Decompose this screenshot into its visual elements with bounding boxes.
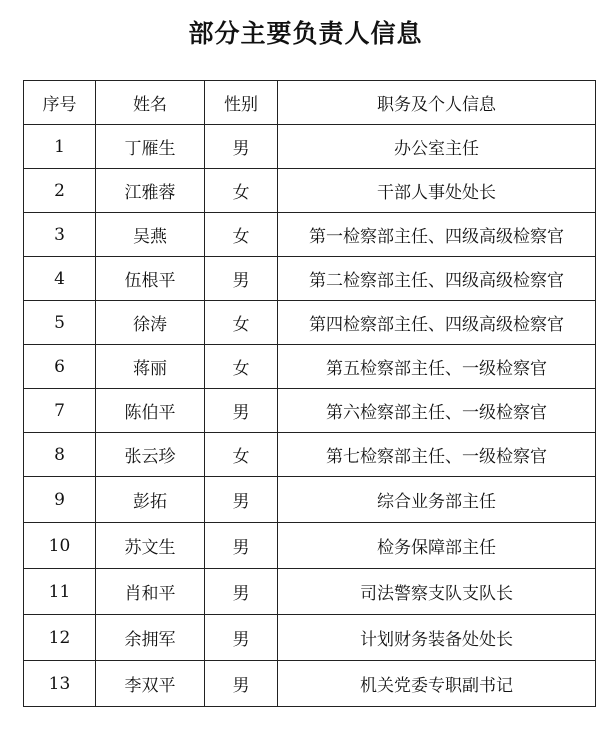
cell-gender: 男 — [205, 477, 278, 523]
table-header-row — [24, 81, 596, 125]
cell-number: 8 — [24, 433, 96, 477]
cell-number: 2 — [24, 169, 96, 213]
cell-name: 陈伯平 — [96, 389, 205, 433]
table-row — [24, 433, 596, 477]
cell-gender: 女 — [205, 301, 278, 345]
table-row — [24, 169, 596, 213]
table-row — [24, 345, 596, 389]
cell-gender: 男 — [205, 523, 278, 569]
header-position: 职务及个人信息 — [278, 81, 596, 125]
cell-number: 1 — [24, 125, 96, 169]
header-name: 姓名 — [96, 81, 205, 125]
header-gender: 性别 — [205, 81, 278, 125]
table-row — [24, 257, 596, 301]
cell-name: 江雅蓉 — [96, 169, 205, 213]
cell-position: 计划财务装备处处长 — [278, 615, 596, 661]
table-row — [24, 523, 596, 569]
cell-number: 3 — [24, 213, 96, 257]
table-row — [24, 615, 596, 661]
cell-name: 肖和平 — [96, 569, 205, 615]
leaders-table — [23, 80, 596, 707]
cell-position: 干部人事处处长 — [278, 169, 596, 213]
cell-gender: 男 — [205, 389, 278, 433]
cell-number: 7 — [24, 389, 96, 433]
cell-gender: 男 — [205, 125, 278, 169]
cell-name: 苏文生 — [96, 523, 205, 569]
cell-position: 机关党委专职副书记 — [278, 661, 596, 707]
cell-name: 丁雁生 — [96, 125, 205, 169]
cell-position: 司法警察支队支队长 — [278, 569, 596, 615]
table-row — [24, 213, 596, 257]
cell-name: 徐涛 — [96, 301, 205, 345]
cell-number: 4 — [24, 257, 96, 301]
cell-number: 9 — [24, 477, 96, 523]
cell-position: 第六检察部主任、一级检察官 — [278, 389, 596, 433]
cell-gender: 女 — [205, 213, 278, 257]
cell-gender: 女 — [205, 433, 278, 477]
cell-number: 10 — [24, 523, 96, 569]
cell-name: 吴燕 — [96, 213, 205, 257]
cell-name: 余拥军 — [96, 615, 205, 661]
page-title: 部分主要负责人信息 — [188, 19, 423, 48]
cell-gender: 男 — [205, 661, 278, 707]
cell-position: 第五检察部主任、一级检察官 — [278, 345, 596, 389]
cell-position: 第七检察部主任、一级检察官 — [278, 433, 596, 477]
cell-name: 李双平 — [96, 661, 205, 707]
table-row — [24, 389, 596, 433]
cell-gender: 男 — [205, 569, 278, 615]
table-row — [24, 569, 596, 615]
cell-number: 12 — [24, 615, 96, 661]
cell-position: 综合业务部主任 — [278, 477, 596, 523]
cell-gender: 男 — [205, 257, 278, 301]
table-row — [24, 661, 596, 707]
cell-gender: 女 — [205, 169, 278, 213]
table-row — [24, 301, 596, 345]
cell-number: 13 — [24, 661, 96, 707]
cell-name: 蒋丽 — [96, 345, 205, 389]
cell-name: 彭拓 — [96, 477, 205, 523]
cell-number: 5 — [24, 301, 96, 345]
cell-position: 第二检察部主任、四级高级检察官 — [278, 257, 596, 301]
cell-position: 第一检察部主任、四级高级检察官 — [278, 213, 596, 257]
cell-number: 6 — [24, 345, 96, 389]
cell-position: 办公室主任 — [278, 125, 596, 169]
table-row — [24, 125, 596, 169]
cell-name: 张云珍 — [96, 433, 205, 477]
table-row — [24, 477, 596, 523]
cell-number: 11 — [24, 569, 96, 615]
cell-position: 第四检察部主任、四级高级检察官 — [278, 301, 596, 345]
cell-gender: 男 — [205, 615, 278, 661]
cell-name: 伍根平 — [96, 257, 205, 301]
cell-gender: 女 — [205, 345, 278, 389]
cell-position: 检务保障部主任 — [278, 523, 596, 569]
header-number: 序号 — [24, 81, 96, 125]
